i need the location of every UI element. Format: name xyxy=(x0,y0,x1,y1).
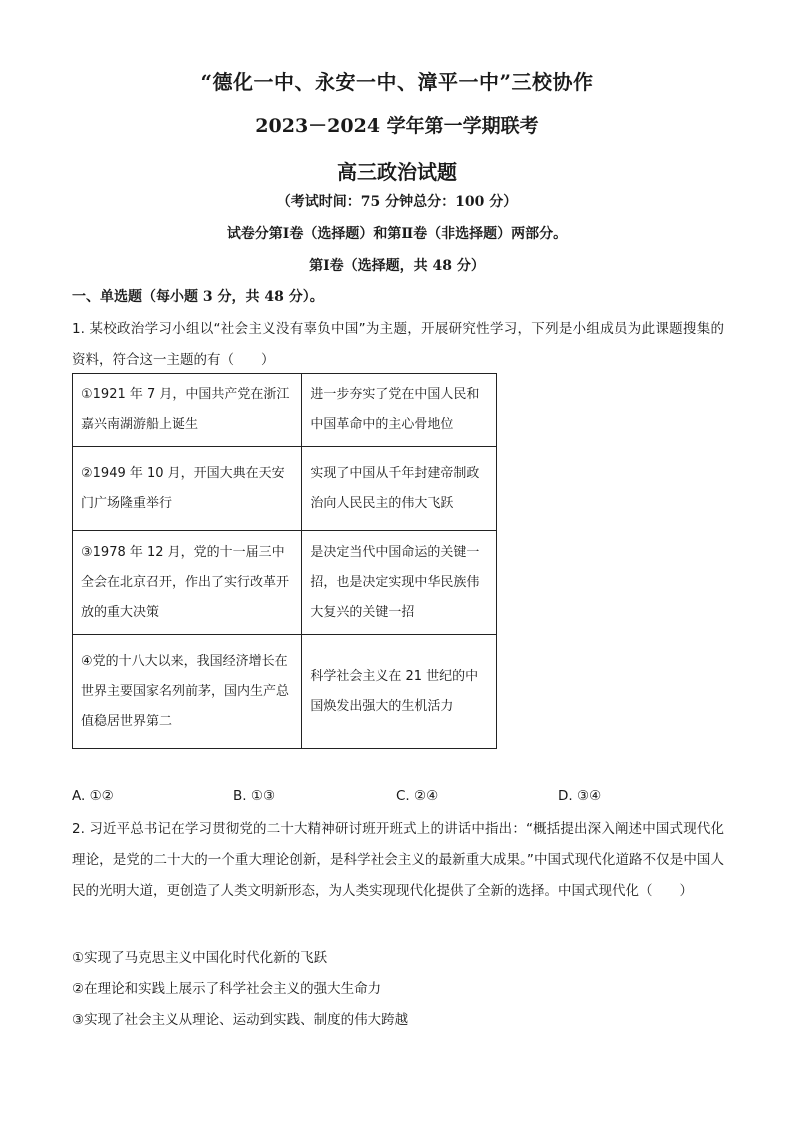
section-heading: 一、单选题（每小题 3 分，共 48 分）。 xyxy=(72,289,324,305)
event-cell: ③1978 年 12 月，党的十一届三中全会在北京召开，作出了实行改革开放的重大决策 xyxy=(73,531,302,635)
question-1-options xyxy=(0,788,794,808)
question-2-stem: 2. 习近平总书记在学习贯彻党的二十大精神研讨班开班式上的讲话中指出：“概括提出深入阐述中国式现代化理论，是党的二十大的一个重大理论创新，是科学社会主义的最新重大成果。”中国式现代化道路不仅是中国人民的光明大道，更创造了人类文明新形态，为人类实现现代化提供了全新的选择。中国式现代化（ ） xyxy=(72,821,724,899)
event-cell: ①1921 年 7 月，中国共产党在浙江嘉兴南湖游船上诞生 xyxy=(73,374,302,447)
event-cell: ④党的十八大以来，我国经济增长在世界主要国家名列前茅，国内生产总值稳居世界第二 xyxy=(73,635,302,749)
meaning-cell: 实现了中国从千年封建帝制政治向人民民主的伟大飞跃 xyxy=(302,447,497,531)
exam-time-info: （考试时间：75 分钟总分：100 分） xyxy=(276,194,518,210)
meaning-cell: 进一步夯实了党在中国人民和中国革命中的主心骨地位 xyxy=(302,374,497,447)
question-2-item-3: ③实现了社会主义从理论、运动到实践、制度的伟大跨越 xyxy=(72,1012,409,1028)
exam-title-term: 2023－2024 学年第一学期联考 xyxy=(255,115,539,137)
event-cell: ②1949 年 10 月，开国大典在天安门广场隆重举行 xyxy=(73,447,302,531)
table-row xyxy=(73,635,497,749)
volume-title: 第Ⅰ卷（选择题，共 48 分） xyxy=(309,258,485,274)
question-1-table xyxy=(72,373,497,749)
question-1-stem: 1. 某校政治学习小组以“社会主义没有辜负中国”为主题，开展研究性学习，下列是小组成员为此课题搜集的资料，符合这一主题的有（ ） xyxy=(72,321,724,368)
meaning-cell: 科学社会主义在 21 世纪的中国焕发出强大的生机活力 xyxy=(302,635,497,749)
exam-title-subject: 高三政治试题 xyxy=(337,160,457,184)
option-a[interactable]: A. ①② xyxy=(72,788,114,804)
exam-title-schools: “德化一中、永安一中、漳平一中”三校协作 xyxy=(200,70,594,94)
table-row xyxy=(73,531,497,635)
table-row xyxy=(73,374,497,447)
option-c[interactable]: C. ②④ xyxy=(396,788,439,804)
option-d[interactable]: D. ③④ xyxy=(558,788,602,804)
table-row xyxy=(73,447,497,531)
question-2-item-1: ①实现了马克思主义中国化时代化新的飞跃 xyxy=(72,950,328,966)
exam-structure-note: 试卷分第Ⅰ卷（选择题）和第Ⅱ卷（非选择题）两部分。 xyxy=(226,226,568,242)
question-2-item-2: ②在理论和实践上展示了科学社会主义的强大生命力 xyxy=(72,981,382,997)
meaning-cell: 是决定当代中国命运的关键一招，也是决定实现中华民族伟大复兴的关键一招 xyxy=(302,531,497,635)
option-b[interactable]: B. ①③ xyxy=(233,788,276,804)
